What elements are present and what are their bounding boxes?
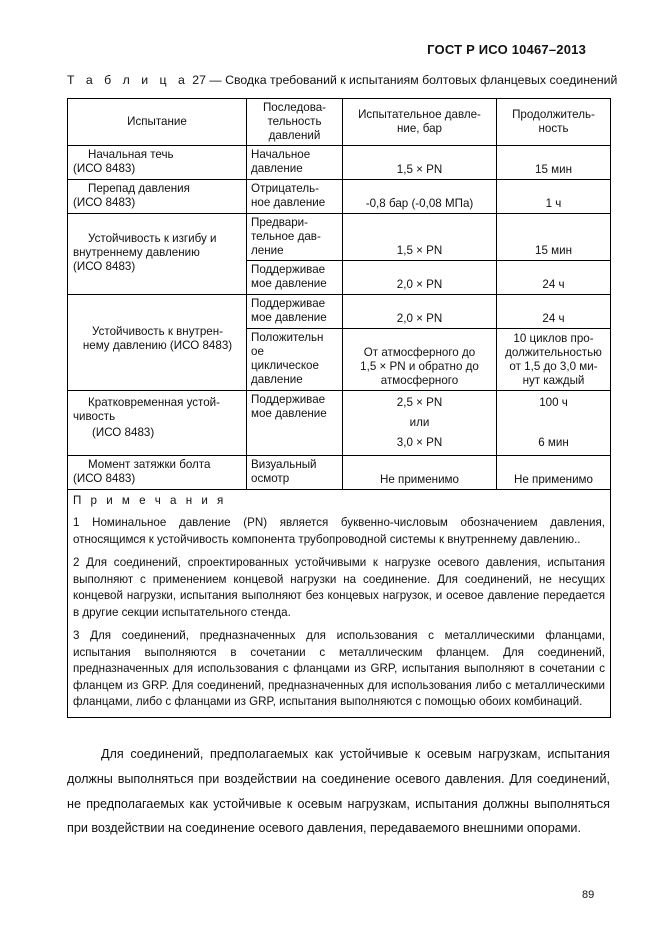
pressure-value: 3,0 × PN (396, 436, 443, 449)
sequence-cell: Положительн ое циклическое давление (247, 329, 343, 391)
header-sequence: Последова- тельность давлений (247, 99, 343, 146)
note-item: 2 Для соединений, спроектированных устойчивыми к нагрузке осевого давления, испытания выполняют с применением концевой нагрузки на соединение. Для соединений, не несущих концевой нагрузки, испытания выполняют без концевых нагрузок, и осевое давление передается в другие секции испытательного стенда. (73, 556, 605, 619)
sequence-cell: Предвари- тельное дав- ление (247, 214, 343, 261)
table-row (68, 391, 611, 456)
page-number: 89 (582, 889, 595, 901)
table-header-row (68, 99, 611, 146)
test-standard: (ИСО 8483) (92, 426, 155, 439)
header-pressure: Испытательное давле- ние, бар (343, 99, 497, 146)
duration-value: 100 ч (539, 396, 568, 409)
sequence-cell: Начальное давление (247, 146, 343, 180)
test-name: Момент затяжки болта (ИСО 8483) (73, 458, 211, 485)
duration-cell: Не применимо (497, 456, 611, 490)
table-caption-text: — Сводка требований к испытаниям болтовых фланцевых соединений (209, 73, 618, 87)
duration-cell: 1 ч (497, 180, 611, 214)
note-item: 3 Для соединений, предназначенных для использования с металлическими фланцами, испытания выполняются в сочетании с металлическим фланцем. Для соединений, предназначенных для использования с фланцами из GRP, испытания выполняют в сочетании с фланцем из GRP. Для соединений, предназначенных для использования либо с металлическими фланцами, либо с фланцами из GRP, испытания выполняются с помощью обоих комбинаций. (73, 629, 605, 708)
table-row (68, 180, 611, 214)
header-test: Испытание (68, 99, 247, 146)
pressure-cell: 2,0 × PN (343, 295, 497, 329)
duration-cell (497, 391, 611, 456)
test-name: Перепад давления (ИСО 8483) (73, 182, 190, 209)
pressure-cell: 2,0 × PN (343, 261, 497, 295)
duration-cell: 15 мин (497, 214, 611, 261)
pressure-cell: От атмосферного до 1,5 × PN и обратно до атмосферного (343, 329, 497, 391)
test-cell (68, 214, 247, 295)
table-row (68, 295, 611, 329)
test-cell (68, 180, 247, 214)
test-name: Устойчивость к изгибу и внутреннему давлению (ИСО 8483) (73, 232, 217, 273)
test-name: Кратковременная устой- чивость (73, 396, 221, 423)
pressure-cell (343, 391, 497, 456)
duration-value: 6 мин (538, 436, 569, 449)
sequence-cell: Отрицатель- ное давление (247, 180, 343, 214)
pressure-cell: Не применимо (343, 456, 497, 490)
test-cell (68, 391, 247, 456)
body-paragraph: Для соединений, предполагаемых как устойчивые к осевым нагрузкам, испытания должны выполняться при воздействии на соединение осевого давления. Для соединений, не предполагаемых как устойчивые к осевым нагрузкам, испытания должны выполняться при воздействии на соединение осевого давления, передаваемого внешними опорами. (67, 747, 610, 836)
pressure-cell: -0,8 бар (-0,08 МПа) (343, 180, 497, 214)
sequence-cell: Визуальный осмотр (247, 456, 343, 490)
notes-row (68, 490, 611, 718)
table-row (68, 456, 611, 490)
pressure-cell: 1,5 × PN (343, 146, 497, 180)
table-caption (67, 73, 627, 87)
table-row (68, 214, 611, 261)
note-item: 1 Номинальное давление (PN) является буквенно-числовым обозначением давления, относящимся к устойчивость компонента трубопроводной системы к внутреннему давлению.. (73, 516, 605, 546)
requirements-table (67, 98, 611, 718)
test-name: Начальная течь (ИСО 8483) (73, 148, 174, 175)
test-cell (68, 456, 247, 490)
notes-title: П р и м е ч а н и я (73, 494, 227, 507)
table-row (68, 146, 611, 180)
pressure-cell: 1,5 × PN (343, 214, 497, 261)
table-caption-number: 27 (192, 73, 206, 87)
table-caption-label: Т а б л и ц а (67, 73, 189, 87)
pressure-or: или (409, 416, 430, 429)
sequence-cell: Поддерживае мое давление (247, 261, 343, 295)
pressure-value: 2,5 × PN (396, 396, 443, 409)
test-cell (68, 146, 247, 180)
notes-cell (68, 490, 611, 718)
test-cell (68, 295, 247, 391)
sequence-cell: Поддерживае мое давление (247, 391, 343, 456)
sequence-cell: Поддерживае мое давление (247, 295, 343, 329)
duration-cell: 24 ч (497, 261, 611, 295)
duration-cell: 10 циклов про- должительностью от 1,5 до 3,0 ми- нут каждый (497, 329, 611, 391)
duration-cell: 24 ч (497, 295, 611, 329)
test-name: Устойчивость к внутрен- нему давлению (ИСО 8483) (82, 325, 233, 352)
header-duration: Продолжитель- ность (497, 99, 611, 146)
document-header: ГОСТ Р ИСО 10467–2013 (427, 42, 586, 57)
duration-cell: 15 мин (497, 146, 611, 180)
